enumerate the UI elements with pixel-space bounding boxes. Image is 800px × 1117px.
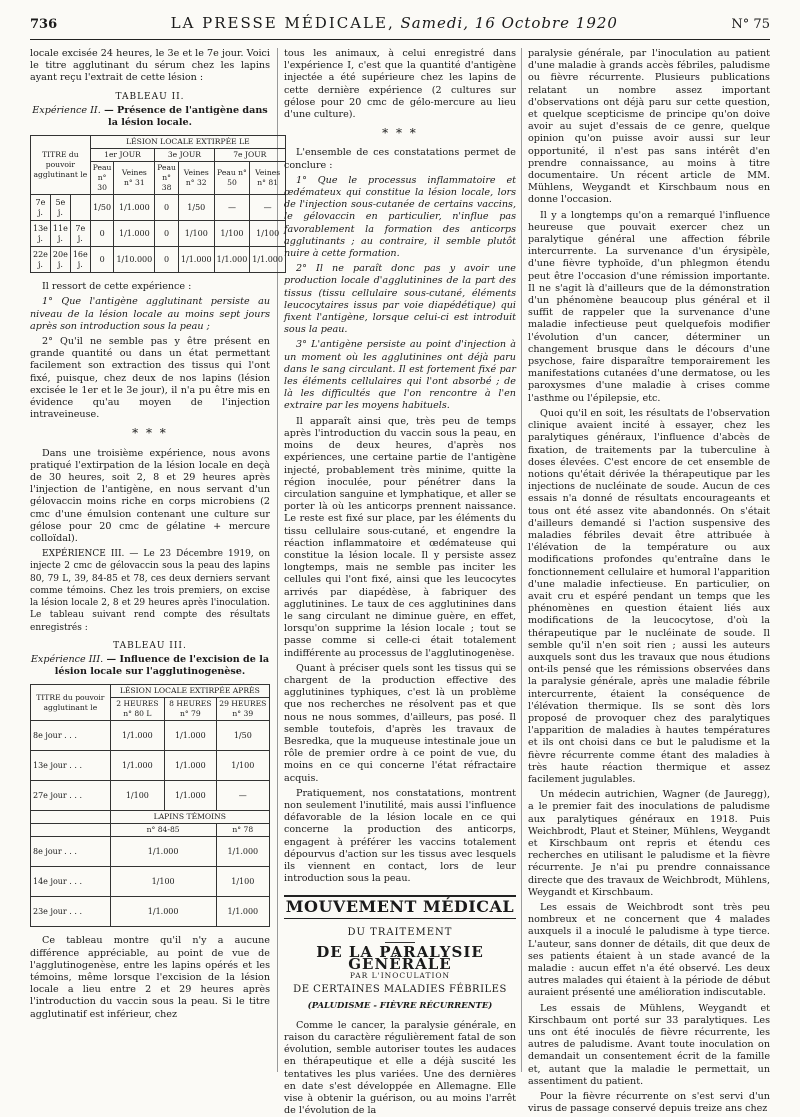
- paragraph: Dans une troisième expérience, nous avons pratiqué l'extirpation de la lésion locale en deçà de 30 heures, soit 2, 8 et 29 heures après l'injection de l'antigène, en nous servant d'un gélovaccin moins riche en corps microbiens (2 cmc d'une émulsion contenant une culture sur gélose pour 20 cmc de gélatine + mercure colloïdal).: [30, 447, 270, 545]
- paragraph: L'ensemble de ces constatations permet de conclure :: [284, 147, 516, 171]
- paragraph: Pour la fièvre récurrente on s'est servi d'un virus de passage conservé depuis treize ans chez: [528, 1091, 770, 1115]
- issue-number: N° 75: [731, 17, 770, 32]
- table-row: 8e jour . . . 1/1.000 1/1.000: [31, 837, 270, 867]
- paragraph: Quant à préciser quels sont les tissus qui se chargent de la production effective des agglutinines typhiques, c'est là un problème que nos recherches ne résolvent pas et que nous ne nous sommes, d'ailleurs, pas posé. Il semble toutefois, d'après les travaux de Besredka, que la muqueuse intestinale joue un rôle de premier ordre à ce point de vue, du moins en ce qui concerne l'état réfractaire acquis.: [284, 662, 516, 784]
- table-row: 14e jour . . . 1/100 1/100: [31, 867, 270, 897]
- article-title-line-1: DU TRAITEMENT: [347, 926, 453, 938]
- paragraph: Un médecin autrichien, Wagner (de Jauregg), a le premier fait des inoculations de paludisme aux paralytiques généraux en 1918. Puis Weichbrodt, Plaut et Steiner, Mühlens, Weygandt et Kirschbaum ont repris et étendu ces recherches en utilisant le paludisme et la fièvre récurrente. Je n'ai pu prendre connaissance directe que des travaux de Weichbrodt, Mühlens, Weygandt et Kirschbaum.: [528, 789, 770, 898]
- paragraph: Ce tableau montre qu'il n'y a aucune différence appréciable, au point de vue de l'agglutinogenèse, entre les lapins opérés et les témoins, même lorsque l'excision de la lésion locale a lieu entre 2 et 29 heures après l'introduction du vaccin sous la peau. Si le titre agglutinatif est inférieur, chez: [30, 935, 270, 1020]
- paragraph: tous les animaux, à celui enregistré dans l'expérience I, c'est que la quantité d'antigène injectée a été supérieure chez les lapins de cette dernière expérience (2 cultures sur gélose pour 20 cmc de gélo-mercure au lieu d'une culture).: [284, 48, 516, 121]
- paragraph: Il y a longtemps qu'on a remarqué l'influence heureuse que pouvait exercer chez un paralytique général une affection fébrile intercurrente. La survenance d'un érysipèle, d'une fièvre typhoïde, d'un phlegmon étendu peut être l'occasion d'une rémission importante. Il ne s'agit là d'ailleurs que de la démonstration d'un phénomène beaucoup plus général et il suffit de rappeler que la survenance d'une maladie infectieuse peut quelquefois modifier l'évolution d'un cancer, déterminer un changement brusque dans le décours d'une psychose, faire disparaître temporairement les manifestations cutanées d'une dermatose, ou les paroxysmes d'une maladie à crises comme l'asthme ou l'épilepsie, etc.: [528, 209, 770, 404]
- article-title-line-3: PAR L'INOCULATION: [349, 971, 451, 981]
- table-header: n° 78: [216, 824, 269, 837]
- table-header: 7e JOUR: [214, 149, 285, 162]
- paragraph: Pratiquement, nos constatations, montrent non seulement l'inutilité, mais aussi l'influence défavorable de la lésion locale en ce qui concerne la production des anticorps, engagent à préférer les vaccins totalement dépourvus d'action sur les tissus avec lesquels ils viennent en contact, lors de leur introduction sous la peau.: [284, 787, 516, 885]
- table-header: 3e JOUR: [155, 149, 214, 162]
- table-2-caption: TABLEAU II.: [115, 91, 185, 102]
- table-row: 22e j. 20e j. 16e j. 0 1/10.000 0 1/1.000 1/1.000 1/1.000: [31, 247, 286, 273]
- column-2: [284, 48, 516, 1117]
- section-heading-box: [284, 895, 516, 918]
- table-row: 7e j. 5e j. 1/50 1/1.000 0 1/50 — —: [31, 195, 286, 221]
- paragraph: 1° Que l'antigène agglutinant persiste au niveau de la lésion locale au moins sept jours après son introduction sous la peau ;: [30, 296, 270, 332]
- paragraph: paralysie générale, par l'inoculation au patient d'une maladie à grands accès fébriles, paludisme ou fièvre récurrente. Plusieurs publications relatant un nombre assez important d'observations ont déjà paru sur cette question, et quelque scepticisme de principe qu'on doive avoir au sujet d'essais de ce genre, quelque opinion qu'on puisse avoir aussi sur leur opportunité, il n'est pas sans intérêt d'en prendre connaissance, au moins à titre documentaire. Un récent article de MM. Mühlens, Weygandt et Kirschbaum nous en donne l'occasion.: [528, 48, 770, 206]
- table-header: 8 HEURES n° 79: [165, 698, 217, 721]
- issue-date: Samedi, 16 Octobre 1920: [400, 14, 618, 32]
- table-header: TITRE du pouvoir agglutinant le: [31, 685, 111, 721]
- paragraph: 2° Qu'il ne semble pas y être présent en grande quantité ou dans un état permettant facilement son extraction des tissus qui l'ont fixé, puisque, chez deux de nos lapins (lésion excisée le 1er et le 3e jour), il n'a pu être mis en évidence qu'au moyen de l'injection intraveineuse.: [30, 336, 270, 421]
- article-title-line-5: (PALUDISME - FIÈVRE RÉCURRENTE): [307, 1000, 493, 1011]
- table-header: TITRE du pouvoir agglutinant le: [31, 136, 91, 195]
- paragraph: Il ressort de cette expérience :: [42, 281, 192, 293]
- table-header: Veines n° 81: [250, 162, 286, 195]
- table-row: 23e jour . . . 1/1.000 1/1.000: [31, 897, 270, 927]
- table-row: 13e jour . . . 1/1.000 1/1.000 1/100: [31, 751, 270, 781]
- table-header: 29 HEURES n° 39: [216, 698, 269, 721]
- paragraph: 2° Il ne paraît donc pas y avoir une production locale d'agglutinines de la part des tissus (tissu cellulaire sous-cutané, éléments leucocytaires issus par voie diapédétique) qui fixent l'antigène, lorsque celui-ci est introduit sous la peau.: [284, 263, 516, 336]
- column-1: [30, 48, 283, 1072]
- table-header: Peau n° 30: [90, 162, 114, 195]
- paragraph: Les essais de Weichbrodt sont très peu nombreux et ne concernent que 4 malades auxquels il a inoculé le paludisme à type tierce. L'auteur, sans donner de détails, dit que deux de ses patients étaient à un stade avancé de la maladie : aucun effet n'a été observé. Les deux autres malades qui étaient à la période de début auraient présenté une amélioration indiscutable.: [528, 902, 770, 999]
- table-2: [30, 135, 286, 273]
- table-header: Peau n° 38: [155, 162, 179, 195]
- column-3: [528, 48, 770, 1115]
- table-header: n° 84-85: [110, 824, 216, 837]
- paragraph: 1° Que le processus inflammatoire et œdémateux qui constitue la lésion locale, lors de l'injection sous-cutanée de certains vaccins, le gélovaccin en particulier, n'influe pas favorablement la formation des anticorps agglutinants ; au contraire, il semble plutôt nuire à cette formation.: [284, 174, 516, 260]
- table-header: 1er JOUR: [90, 149, 154, 162]
- paragraph: 3° L'antigène persiste au point d'injection à un moment où les agglutinines ont déjà paru dans le sang circulant. Il est fortement fixé par les éléments cellulaires qui l'ont absorbé ; de là les difficultés que l'on rencontre à l'en extraire par les moyens habituels.: [284, 339, 516, 412]
- table-3-caption: TABLEAU III.: [113, 640, 187, 651]
- table-header: 2 HEURES n° 80 L: [110, 698, 164, 721]
- table-2-title: Expérience II. — Présence de l'antigène dans la lésion locale.: [32, 104, 268, 129]
- table-header: Veines n° 31: [114, 162, 155, 195]
- article-title-line-2: DE LA PARALYSIE GÉNÉRALE: [316, 942, 484, 974]
- paragraph: Quoi qu'il en soit, les résultats de l'observation clinique avaient incité à essayer, chez les paralytiques généraux, l'influence d'abcès de fixation, de traitements par la tuberculine à doses élevées. C'est encore de cet ensemble de notions qu'était dérivée la thérapeutique par les injections de nucléinate de soude. Aucun de ces essais n'a donné de résultats encourageants et tous ont été assez vite abandonnés. On s'était d'ailleurs demandé si l'action suspensive des maladies fébriles devait être attribuée à l'élévation de la température ou aux modifications profondes qu'entraîne dans le fonctionnement cellulaire et humoral l'apparition d'une maladie infectieuse. En particulier, on avait cru et espéré pendant un temps que les phénomènes en question étaient liés aux modifications de la leucocytose, d'où la thérapeutique par le nucléinate de soude. Il semble qu'il n'en soit rien ; aussi les auteurs auxquels sont dus les travaux que nous étudions ont-ils pensé que les rémissions observées dans la paralysie générale, après une maladie fébrile intercurrente, étaient la conséquence de l'élévation thermique. Ils se sont dès lors proposé de provoquer chez des paralytiques l'apparition de maladies à hautes températures et ils ont choisi dans ce but le paludisme et la fièvre récurrente comme étant des maladies à très haute réaction thermique et assez facilement jugulables.: [528, 407, 770, 785]
- table-3-title: Expérience III. — Influence de l'excision de la lésion locale sur l'agglutinogenèse.: [30, 653, 270, 678]
- paragraph: EXPÉRIENCE III. — Le 23 Décembre 1919, on injecte 2 cmc de gélovaccin sous la peau des lapins 80, 79 L, 39, 84-85 et 78, ces deux derniers servant comme témoins. Chez les trois premiers, on excise la lésion locale 2, 8 et 29 heures après l'inoculation. Le tableau suivant rend compte des résultats enregistrés :: [30, 549, 270, 633]
- table-row: 8e jour . . . 1/1.000 1/1.000 1/50: [31, 721, 270, 751]
- section-title: MOUVEMENT MÉDICAL: [285, 897, 515, 917]
- running-title: [171, 14, 618, 32]
- page-header: [30, 14, 770, 40]
- article-title-line-4: DE CERTAINES MALADIES FÉBRILES: [293, 984, 507, 996]
- paragraph: Comme le cancer, la paralysie générale, en raison du caractère régulièrement fatal de son évolution, semble autoriser toutes les audaces en thérapeutique et elle a déjà suscité les tentatives les plus variées. Une des dernières en date s'est développée en Allemagne. Elle vise à obtenir la guérison, ou au moins l'arrêt de l'évolution de la: [284, 1019, 516, 1117]
- table-header: LAPINS TÉMOINS: [110, 811, 269, 824]
- paragraph: Il apparaît ainsi que, très peu de temps après l'introduction du vaccin sous la peau, en moins de deux heures, d'après nos expériences, une certaine partie de l'antigène injecté, probablement très minime, quitte la région inoculée, pour pénétrer dans la circulation sanguine et lymphatique, et aller se porter là où les anticorps prennent naissance. Le reste est fixé sur place, par les éléments du tissu cellulaire sous-cutané, et engendre la réaction inflammatoire et œdémateuse qui constitue la lésion locale. Il y persiste assez longtemps, mais ne semble pas inciter les cellules qui l'ont fixé, ainsi que les leucocytes arrivés par diapédèse, à fabriquer des agglutinines. Le taux de ces agglutinines dans le sang circulant ne diminue guère, en effet, lorsqu'on supprime la lésion locale ; tout se passe comme si celle-ci était totalement indifférente au processus de l'agglutinogenèse.: [284, 415, 516, 659]
- table-header: Veines n° 32: [178, 162, 214, 195]
- column-rule-right: [521, 48, 522, 1072]
- paragraph: locale excisée 24 heures, le 3e et le 7e jour. Voici le titre agglutinant du sérum chez les lapins ayant reçu l'extrait de cette lésion :: [30, 48, 270, 84]
- table-header: LÉSION LOCALE EXTIRPÉE APRÈS: [110, 685, 269, 698]
- table-row: 13e j. 11e j. 7e j. 0 1/1.000 0 1/100 1/100 1/100: [31, 221, 286, 247]
- table-header: Peau n° 50: [214, 162, 250, 195]
- section-separator: * * *: [382, 126, 418, 141]
- page-number: 736: [30, 17, 58, 32]
- table-row: 27e jour . . . 1/100 1/1.000 —: [31, 781, 270, 811]
- section-separator: * * *: [132, 426, 168, 441]
- table-3: [30, 684, 270, 927]
- table-header: LÉSION LOCALE EXTIRPÉE LE: [90, 136, 285, 149]
- journal-name: LA PRESSE MÉDICALE,: [170, 14, 395, 32]
- paragraph: Les essais de Mühlens, Weygandt et Kirschbaum ont porté sur 33 paralytiques. Les uns ont été inoculés de fièvre récurrente, les autres de paludisme. Avant toute inoculation on demandait un consentement écrit de la famille et, autant que la maladie le permettait, un assentiment du patient.: [528, 1002, 770, 1087]
